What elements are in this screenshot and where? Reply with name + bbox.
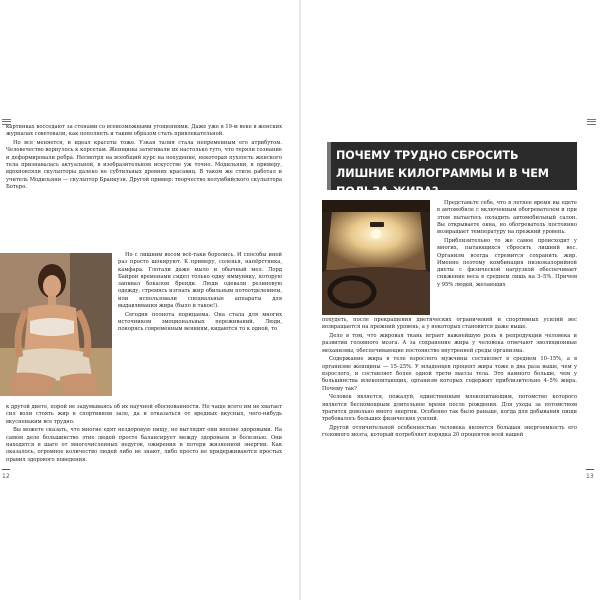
page-footer-rule	[2, 469, 10, 470]
left-intro-text	[6, 124, 282, 193]
paragraph: Содержание жира в теле взрослого мужчины составляет в среднем 10–15%, а в организме женщины — 15–25%. У младенцев процент жира тоже в два раза выше, чем у взрослого, и составляет более одной трети массы тела. Это намного больше, чем у большинства млекопитающих, организм которых содержит приблизительно 4–5% жира. Почему так?	[322, 356, 577, 392]
page-header-rule	[587, 119, 596, 125]
right-side-text	[437, 200, 577, 291]
paragraph: Другой отличительной особенностью человека является большая энергоемкость его головного мозга, который потребляет порядка 20 процентов всей нашей	[322, 425, 577, 439]
paragraph: Сегодня полнота порицаема. Она стала для многих источником эмоциональных переживаний. Люди, покорясь современным веяниям, кидаются то к одной, то	[118, 311, 282, 333]
paragraph: Дело в том, что жировая ткань играет важнейшую роль в репродукции человека и развитии головного мозга. А за сохранение жира у человека отвечают эволюционные механизмы, обеспечивающие постоянство внутренней среды организма.	[322, 333, 577, 354]
page-number: 13	[586, 473, 594, 480]
paragraph: похудеть, после прекращения диетических ограничений и спортивных усилий вес возвращается на прежний уровень, а у некоторых становится даже выше.	[322, 317, 577, 331]
paragraph: Вы можете сказать, что многие едят нездоровую пищу, но выглядят они вполне здоровыми. На самом деле большинство этих людей просто балансирует между здоровьем и болезнью. Они находятся в шаге от многочисленных недугов, ожирения и потери жизненной энергии. Как оказалось, огромное количество людей либо не знают, либо просто не придерживаются простых правил здорового поведения.	[6, 427, 282, 463]
paragraph: Приблизительно то же самое происходит у многих, пытающихся сбросить лишний вес. Организм всегда стремится сохранить жир. Именно поэтому комбинация низкокалорийной диеты с физической нагрузкой обеспечивает снижение веса в среднем лишь на 3–5%. Причем у 95% людей, желающих	[437, 237, 577, 288]
page-number: 12	[2, 473, 10, 480]
heading-accent-bar	[327, 142, 331, 190]
paragraph: картинках восседают за стенами со всевозможными угощениями. Даже уже в 19-м веке в женских журналах советовали, как пополнеть и таким образом стать привлекательной.	[6, 124, 282, 138]
left-side-text	[118, 252, 282, 335]
paragraph: к другой диете, порой не задумываясь об их научной обоснованности. Но чаще всего им не хватает сил воли стоять жир в спортивном зале, да и отказаться от вредных вкусных, чего-нибудь вкусненьким все трудно.	[6, 404, 282, 425]
heading-title: ПОЧЕМУ ТРУДНО СБРОСИТЬ ЛИШНИЕ КИЛОГРАММЫ И В ЧЕМ ПОЛЬЗА ЖИРА?	[336, 149, 549, 198]
section-heading	[327, 142, 577, 198]
car-interior-photo	[322, 200, 430, 315]
paragraph: Но все меняется, и идеал красоты тоже. Узкая талия стала непременным его атрибутом. Человечество вернулось к корсетам. Женщины затягивали их настолько туго, что теряли сознание и деформировали ребра. Несмотря на всеобщий курс на похудение, некоторая пухлость женского тела признавалась актуальной, в изобразительном искусстве уж точно. Модильяни, к примеру, вдохновляли скульпторы далеко не субтильных древних красавиц. В таком же стиле работал и учитель Модильяни — скульптор Бранкузи. Другой пример: творчество колумбийского скульптора Ботеро.	[6, 140, 282, 190]
right-full-text	[322, 317, 577, 441]
left-bottom-text	[6, 404, 282, 465]
modigliani-painting	[0, 253, 112, 396]
page-footer-rule	[586, 469, 594, 470]
paragraph: Человек является, пожалуй, единственным млекопитающим, потомство которого является беспомощным длительное время после рождения. Для ухода за потомством тратится довольно много энергии. Особенно так было раньше, когда для добывания пищи требовалось больших физических усилий.	[322, 394, 577, 423]
paragraph: Но с лишним весом всё-таки боролись. И способы иной раз просто шокируют. К примеру, соленья, напёрстянка, камфара. Глотали даже мыло и обычный мел. Лорд Байрон временами сидел только одну иммунику, которую запивал бокалом бренди. Люди одевали резиновую одежду, стремясь изгнать жир обильным потоотделением, или использовали специальные аппараты для выдавливания жира (было и такое!).	[118, 252, 282, 310]
paragraph: Представьте себе, что в летнее время вы едете в автомобиле с включенным обогревателем и при этом пытаетесь охладить автомобильный салон. Вы открываете окна, но обогреватель постоянно возвращает температуру на прежний уровень.	[437, 200, 577, 236]
